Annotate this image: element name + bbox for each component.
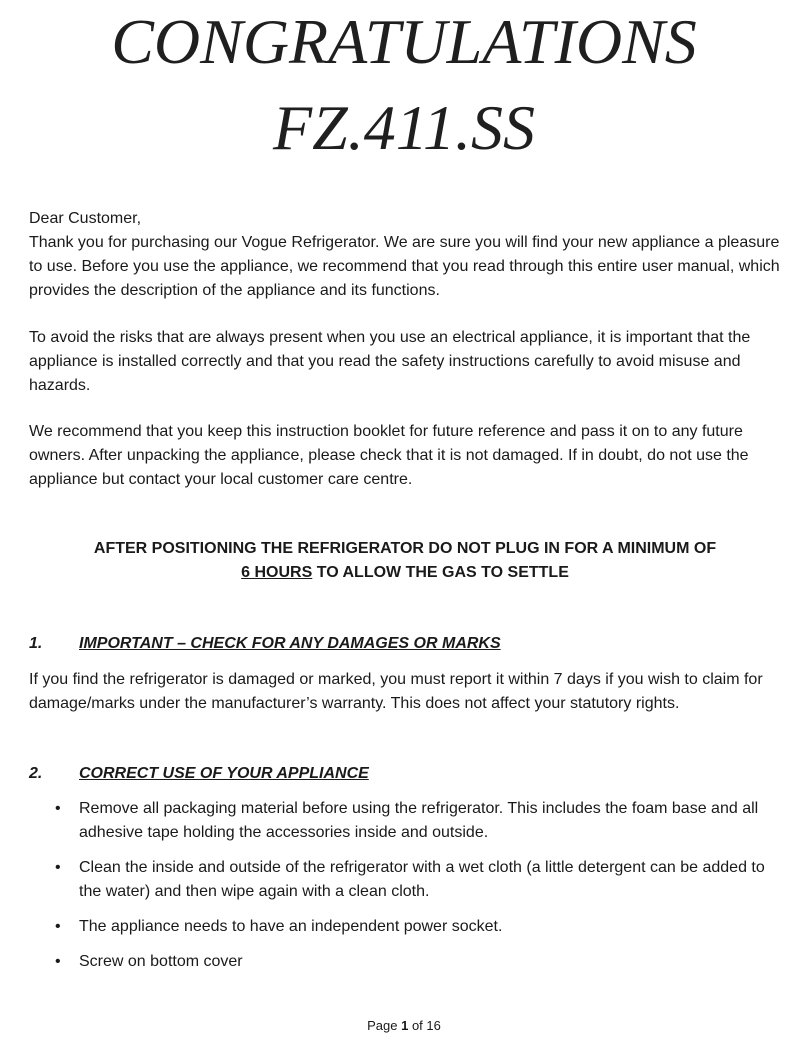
total-pages: 16	[426, 1018, 441, 1033]
usage-bullet-list	[29, 797, 781, 985]
section-1-text: If you find the refrigerator is damaged or marked, you must report it within 7 days if you wish to claim for damage/marks under the manufacturer’s warranty. This does not affect your statutory rights.	[29, 671, 763, 712]
list-item-text: Screw on bottom cover	[79, 953, 243, 970]
section-2-number: 2.	[29, 765, 43, 782]
list-item-text: The appliance needs to have an independent power socket.	[79, 918, 503, 935]
section-1-heading	[29, 632, 781, 656]
list-item	[29, 856, 781, 904]
list-item	[29, 797, 781, 845]
notice-line-1: AFTER POSITIONING THE REFRIGERATOR DO NOT PLUG IN FOR A MINIMUM OF	[93, 540, 717, 557]
list-item-text: Clean the inside and outside of the refrigerator with a wet cloth (a little detergent can be added to the water) and then wipe again with a clean cloth.	[79, 859, 765, 900]
section-1-number: 1.	[29, 635, 43, 652]
list-item	[29, 950, 781, 974]
notice-line-2: TO ALLOW THE GAS TO SETTLE	[312, 564, 569, 581]
section-2-heading	[29, 762, 781, 786]
intro-paragraph-2: To avoid the risks that are always present when you use an electrical appliance, it is important that the appliance is installed correctly and that you read the safety instructions carefully to avoid misuse and hazards.	[29, 329, 751, 394]
page-prefix: Page	[367, 1018, 402, 1033]
notice-hours: 6 HOURS	[241, 564, 313, 581]
list-item	[29, 915, 781, 939]
list-item-text: Remove all packaging material before using the refrigerator. This includes the foam base and all adhesive tape holding the accessories inside and outside.	[79, 800, 759, 841]
bullet-icon: •	[55, 800, 61, 817]
bullet-icon: •	[55, 859, 61, 876]
bullet-icon: •	[55, 918, 61, 935]
greeting: Dear Customer,	[29, 210, 142, 227]
section-2-title: CORRECT USE OF YOUR APPLIANCE	[79, 765, 369, 782]
page-number	[0, 1016, 808, 1036]
bullet-icon: •	[55, 953, 61, 970]
model-number: FZ.411.SS	[273, 92, 535, 163]
section-1-title: IMPORTANT – CHECK FOR ANY DAMAGES OR MARKS	[79, 635, 501, 652]
intro-paragraph-3: We recommend that you keep this instruction booklet for future reference and pass it on to any future owners. After unpacking the appliance, please check that it is not damaged. If in doubt, do not use the appliance but contact your local customer care centre.	[29, 423, 749, 488]
page-of: of	[408, 1018, 427, 1033]
document-title: CONGRATULATIONS	[111, 6, 697, 77]
gas-settle-notice	[29, 537, 781, 585]
intro-paragraph-1: Thank you for purchasing our Vogue Refrigerator. We are sure you will find your new appliance a pleasure to use. Before you use the appliance, we recommend that you read through this entire user manual, which provides the description of the appliance and its functions.	[29, 234, 780, 299]
current-page: 1	[401, 1018, 409, 1033]
